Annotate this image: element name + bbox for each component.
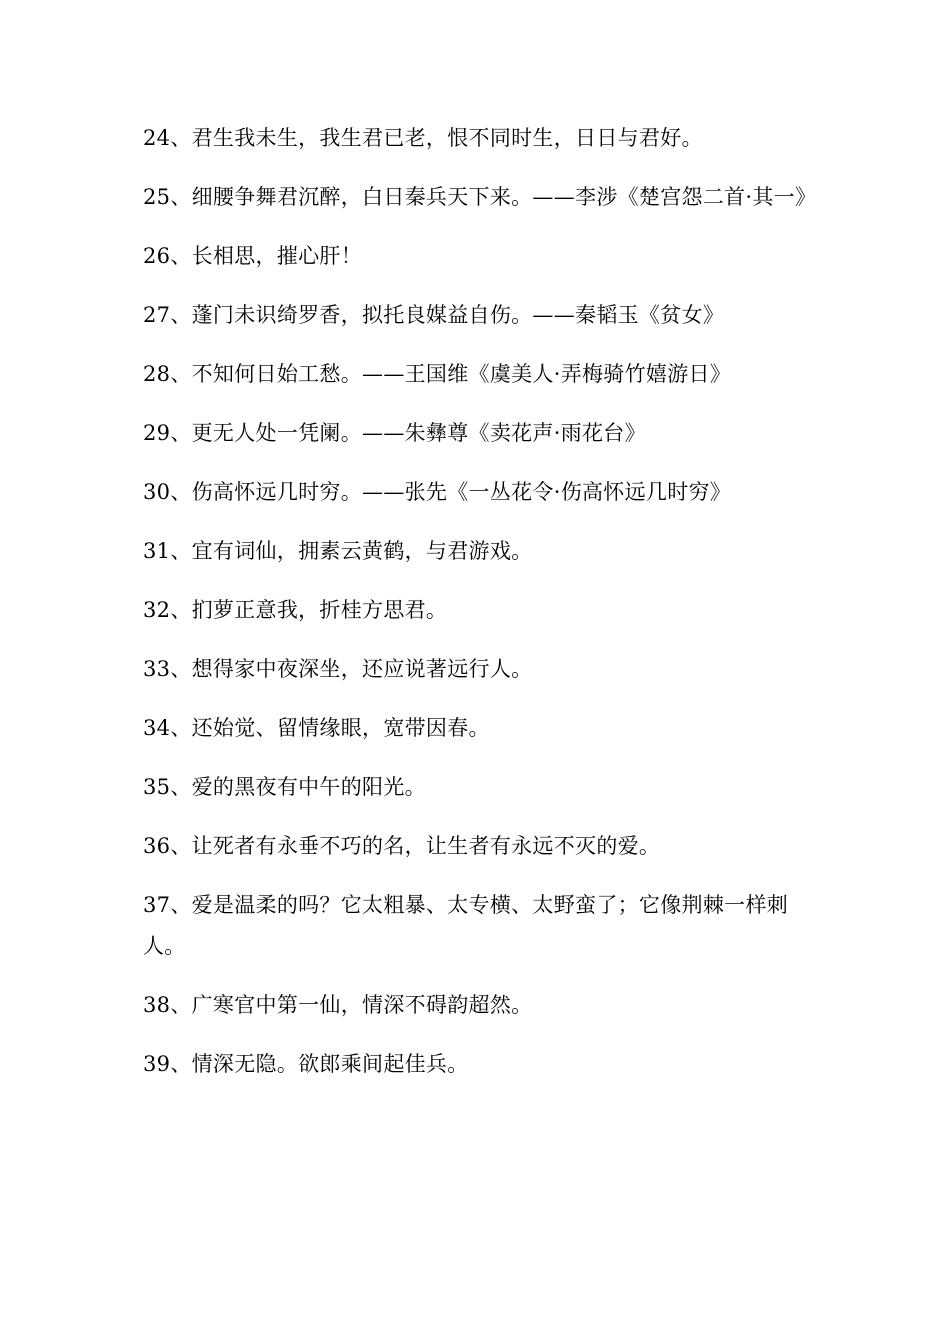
quote-entry-34: 34、还始觉、留情缘眼，宽带因春。: [143, 716, 490, 740]
quote-entry-24: 24、君生我未生，我生君已老，恨不同时生，日日与君好。: [143, 126, 703, 150]
quote-entry-29: 29、更无人处一凭阑。——朱彝尊《卖花声·雨花台》: [143, 421, 646, 445]
quote-entry-27: 27、蓬门未识绮罗香，拟托良媒益自伤。——秦韬玉《贫女》: [143, 303, 725, 327]
quote-entry-28: 28、不知何日始工愁。——王国维《虞美人·弄梅骑竹嬉游日》: [143, 362, 732, 386]
quote-entry-35: 35、爱的黑夜有中午的阳光。: [143, 775, 426, 799]
quote-entry-33: 33、想得家中夜深坐，还应说著远行人。: [143, 657, 533, 681]
quote-list: [143, 118, 817, 1103]
quote-entry-25: 25、细腰争舞君沉醉，白日秦兵天下来。——李涉《楚宫怨二首·其一》: [143, 185, 817, 209]
quote-entry-37: 37、爱是温柔的吗？它太粗暴、太专横、太野蛮了；它像荆棘一样刺人。: [143, 893, 789, 958]
quote-entry-26: 26、长相思，摧心肝！: [143, 244, 363, 268]
quote-entry-30: 30、伤高怀远几时穷。——张先《一丛花令·伤高怀远几时穷》: [143, 480, 732, 504]
quote-entry-31: 31、宜有词仙，拥素云黄鹤，与君游戏。: [143, 539, 533, 563]
quote-entry-38: 38、广寒官中第一仙，情深不碍韵超然。: [143, 993, 533, 1017]
quote-entry-36: 36、让死者有永垂不巧的名，让生者有永远不灭的爱。: [143, 834, 661, 858]
quote-entry-39: 39、情深无隐。欲郎乘间起佳兵。: [143, 1052, 469, 1076]
quote-entry-32: 32、扪萝正意我，折桂方思君。: [143, 598, 448, 622]
